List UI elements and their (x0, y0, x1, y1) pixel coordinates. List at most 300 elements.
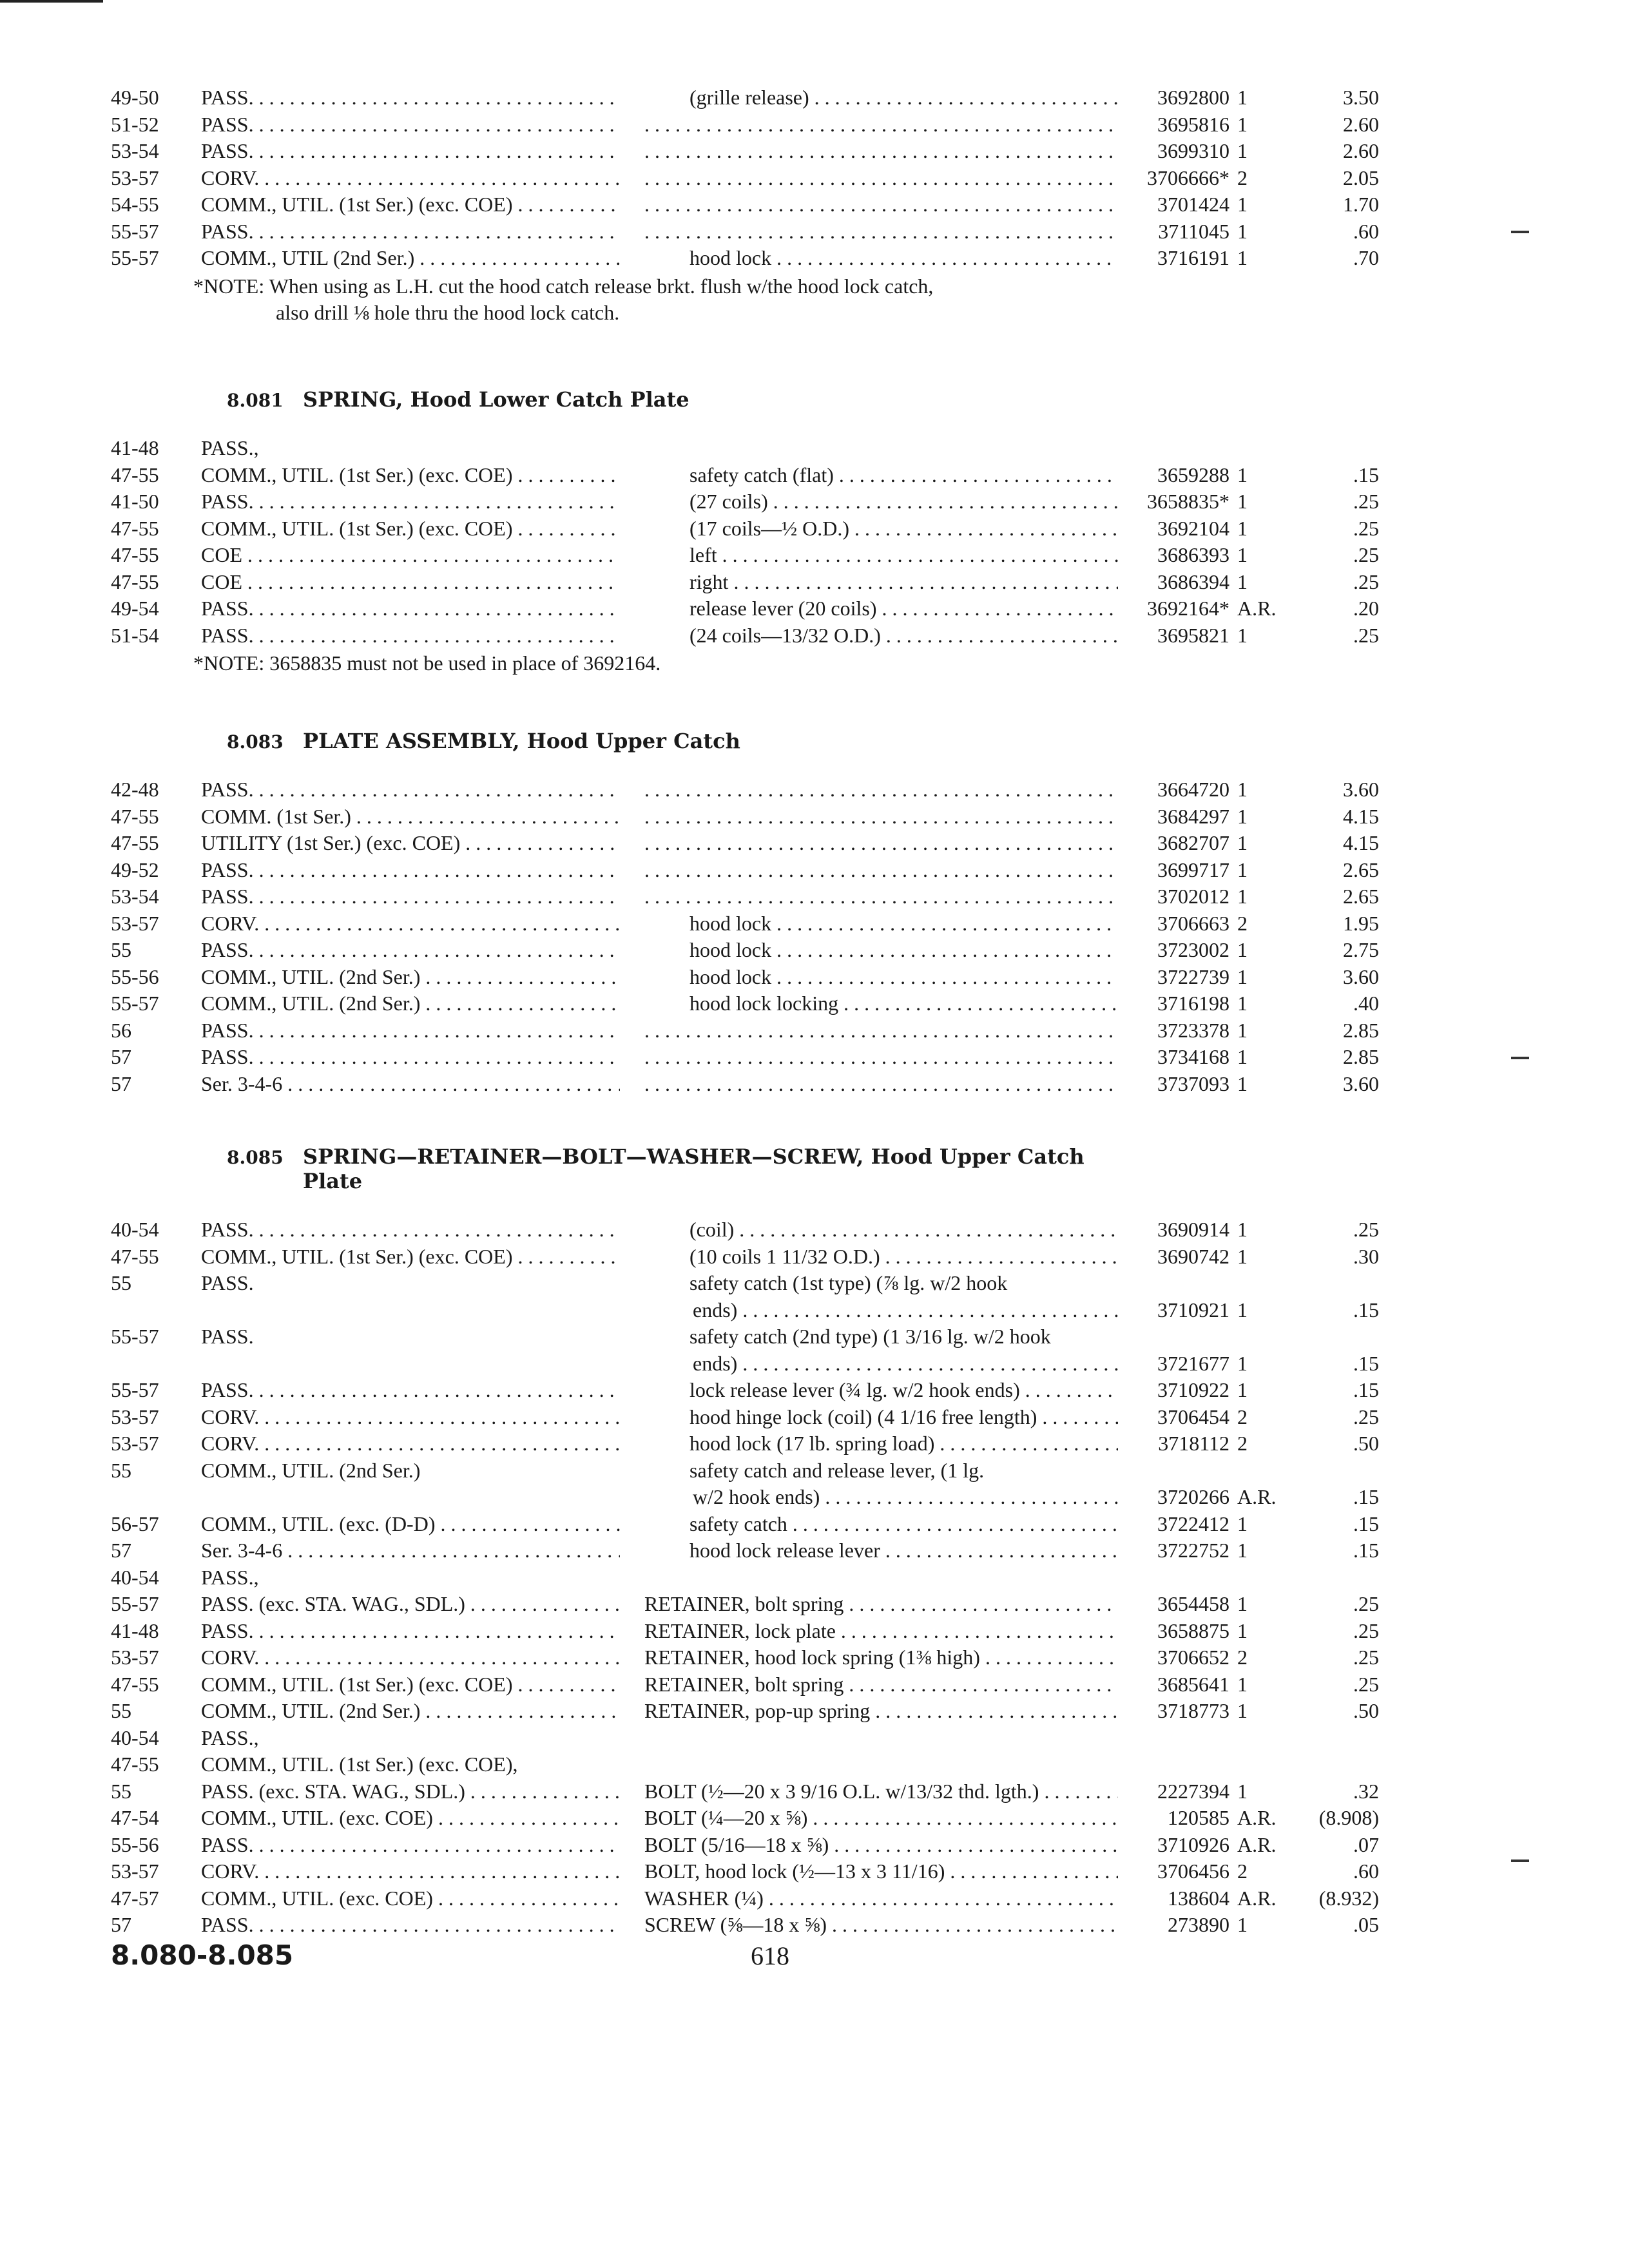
parts-row (0, 1216, 1629, 1243)
part-number: 3706652 (1157, 1646, 1229, 1669)
year-range: 47-54 (111, 1806, 159, 1829)
price: 2.60 (1343, 139, 1379, 162)
year-range: 57 (111, 1045, 131, 1068)
quantity: 1 (1237, 623, 1248, 647)
part-number: 120585 (1168, 1806, 1229, 1829)
section-title (227, 728, 740, 755)
part-number: 3686393 (1157, 543, 1229, 566)
part-number: 3654458 (1157, 1592, 1229, 1615)
model: COE . . . (201, 541, 620, 568)
price: 4.15 (1343, 831, 1379, 854)
parts-row (0, 803, 1629, 830)
section-heading: SPRING—RETAINER—BOLT—WASHER—SCREW, Hood Upper Catch (303, 1144, 1084, 1169)
footer-page-number: 618 (751, 1941, 789, 1970)
quantity: 1 (1237, 193, 1248, 216)
part-number: 3695821 (1157, 623, 1229, 647)
description (644, 829, 1118, 856)
price: .50 (1353, 1699, 1379, 1722)
part-number: 3658835* (1147, 490, 1229, 513)
part-number: 3706663 (1157, 911, 1229, 935)
model: PASS. . . . (201, 488, 620, 515)
price: .20 (1353, 597, 1379, 620)
parts-row (0, 1510, 1629, 1537)
description (644, 1070, 1118, 1097)
model: COMM., UTIL. (1st Ser.) (exc. COE) . . . (201, 461, 620, 488)
part-number: 3682707 (1157, 831, 1229, 854)
quantity: A.R. (1237, 1832, 1277, 1856)
quantity: 1 (1237, 1539, 1248, 1562)
parts-row (0, 622, 1629, 649)
year-range: 55-56 (111, 1832, 159, 1856)
parts-row (0, 1671, 1629, 1698)
price: .25 (1353, 1619, 1379, 1642)
price: (8.908) (1318, 1806, 1379, 1829)
part-number: 3706456 (1157, 1860, 1229, 1883)
price: .15 (1353, 1298, 1379, 1321)
quantity: 1 (1237, 778, 1248, 801)
part-number: 3711045 (1158, 219, 1229, 243)
quantity: 1 (1237, 246, 1248, 269)
parts-row (0, 776, 1629, 803)
quantity: 2 (1237, 1432, 1248, 1455)
part-number: 3723002 (1157, 938, 1229, 961)
parts-row (0, 1457, 1629, 1484)
footnote: *NOTE: 3658835 must not be used in place of 3692164. (193, 651, 661, 675)
model: COMM., UTIL. (1st Ser.) (exc. COE) . . . (201, 191, 620, 218)
quantity: 1 (1237, 1298, 1248, 1321)
year-range: 55-57 (111, 992, 159, 1015)
part-number: 3716191 (1157, 246, 1229, 269)
year-range: 47-55 (111, 831, 159, 854)
description (644, 218, 1118, 245)
year-range: 49-50 (111, 86, 159, 109)
description: RETAINER, bolt spring . . . (644, 1671, 1118, 1698)
price: .25 (1353, 490, 1379, 513)
parts-row (0, 1751, 1629, 1778)
parts-row (0, 434, 1629, 461)
parts-row (0, 164, 1629, 191)
parts-row (0, 963, 1629, 990)
description: hood lock . . . (689, 244, 1118, 271)
year-range: 56-57 (111, 1512, 159, 1535)
description (644, 883, 1118, 910)
footnote: also drill ⅛ hole thru the hood lock catch. (276, 301, 620, 324)
model: PASS., (201, 1565, 259, 1589)
quantity: 1 (1237, 1218, 1248, 1241)
quantity: 1 (1237, 86, 1248, 109)
parts-row (0, 1269, 1629, 1296)
part-number: 3684297 (1157, 804, 1229, 828)
parts-row (0, 137, 1629, 164)
price: .25 (1353, 1672, 1379, 1696)
price: 2.75 (1343, 938, 1379, 961)
price: .32 (1353, 1779, 1379, 1803)
quantity: A.R. (1237, 1485, 1277, 1508)
price: 2.85 (1343, 1018, 1379, 1042)
description: hood lock . . . (689, 910, 1118, 937)
model: UTILITY (1st Ser.) (exc. COE) . . . (201, 829, 620, 856)
year-range: 47-57 (111, 1886, 159, 1910)
part-number: 3690914 (1157, 1218, 1229, 1241)
description: SCREW (⅝—18 x ⅝) . . . (644, 1911, 1118, 1938)
price: .15 (1353, 1512, 1379, 1535)
price: 3.60 (1343, 778, 1379, 801)
year-range: 40-54 (111, 1218, 159, 1241)
model: CORV. . . . (201, 1430, 620, 1457)
model: PASS. . . . (201, 84, 620, 111)
part-number: 3723378 (1157, 1018, 1229, 1042)
parts-row (0, 1070, 1629, 1097)
year-range: 55 (111, 1458, 131, 1482)
parts-row (0, 461, 1629, 488)
quantity: 1 (1237, 570, 1248, 593)
parts-row (0, 1350, 1629, 1377)
model: PASS. . . . (201, 936, 620, 963)
quantity: 1 (1237, 463, 1248, 486)
part-number: 3702012 (1157, 885, 1229, 908)
model: COMM., UTIL. (1st Ser.) (exc. COE) . . . (201, 515, 620, 542)
description: WASHER (¼) . . . (644, 1885, 1118, 1912)
quantity: 1 (1237, 490, 1248, 513)
quantity: 1 (1237, 1619, 1248, 1642)
parts-row (0, 218, 1629, 245)
model: PASS., (201, 1725, 259, 1749)
parts-row (0, 191, 1629, 218)
year-range: 47-55 (111, 804, 159, 828)
parts-row (0, 1376, 1629, 1403)
year-range: 41-48 (111, 436, 159, 459)
year-range: 40-54 (111, 1725, 159, 1749)
year-range: 53-57 (111, 1646, 159, 1669)
parts-row (0, 1885, 1629, 1912)
year-range: 53-54 (111, 139, 159, 162)
model: PASS. . . . (201, 218, 620, 245)
part-number: 3692164* (1147, 597, 1229, 620)
model: PASS. . . . (201, 1617, 620, 1644)
price: 2.65 (1343, 885, 1379, 908)
part-number: 3722752 (1157, 1539, 1229, 1562)
model: Ser. 3-4-6 . . . (201, 1070, 620, 1097)
parts-row (0, 990, 1629, 1017)
description: hood lock release lever . . . (689, 1537, 1118, 1564)
parts-row (0, 1483, 1629, 1510)
part-number: 3686394 (1157, 570, 1229, 593)
model: PASS. (201, 1325, 254, 1348)
description: BOLT, hood lock (½—13 x 3 11/16) . . . (644, 1858, 1118, 1885)
quantity: 1 (1237, 804, 1248, 828)
quantity: 1 (1237, 992, 1248, 1015)
year-range: 55 (111, 1271, 131, 1294)
price: .15 (1353, 1539, 1379, 1562)
model: Ser. 3-4-6 . . . (201, 1537, 620, 1564)
price: .60 (1353, 219, 1379, 243)
parts-row (0, 1697, 1629, 1724)
part-number: 3699717 (1157, 858, 1229, 881)
model: COMM., UTIL. (1st Ser.) (exc. COE), (201, 1753, 518, 1776)
model: PASS. (exc. STA. WAG., SDL.) . . . (201, 1778, 620, 1805)
price: .25 (1353, 623, 1379, 647)
year-range: 57 (111, 1072, 131, 1095)
quantity: 1 (1237, 139, 1248, 162)
parts-row (0, 1831, 1629, 1858)
model: PASS. . . . (201, 111, 620, 138)
section-heading: PLATE ASSEMBLY, Hood Upper Catch (303, 729, 740, 753)
quantity: 1 (1237, 1779, 1248, 1803)
description: ends) . . . (693, 1350, 1118, 1377)
parts-row (0, 1403, 1629, 1430)
model: CORV. . . . (201, 1644, 620, 1671)
description (644, 1017, 1118, 1044)
description: RETAINER, bolt spring . . . (644, 1590, 1118, 1617)
quantity: 1 (1237, 885, 1248, 908)
quantity: 1 (1237, 543, 1248, 566)
year-range: 53-57 (111, 911, 159, 935)
year-range: 42-48 (111, 778, 159, 801)
year-range: 49-54 (111, 597, 159, 620)
year-range: 55-57 (111, 1592, 159, 1615)
description: safety catch . . . (689, 1510, 1118, 1537)
quantity: 1 (1237, 1592, 1248, 1615)
description: safety catch (1st type) (⅞ lg. w/2 hook (689, 1271, 1008, 1294)
year-range: 47-55 (111, 463, 159, 486)
parts-row (0, 1296, 1629, 1323)
quantity: 2 (1237, 1646, 1248, 1669)
parts-row (0, 1778, 1629, 1805)
price: .25 (1353, 570, 1379, 593)
parts-row (0, 910, 1629, 937)
year-range: 47-55 (111, 1244, 159, 1268)
parts-row (0, 1564, 1629, 1591)
quantity: 1 (1237, 938, 1248, 961)
year-range: 54-55 (111, 193, 159, 216)
quantity: A.R. (1237, 1886, 1277, 1910)
description: hood lock locking . . . (689, 990, 1118, 1017)
part-number: 3720266 (1157, 1485, 1229, 1508)
year-range: 53-57 (111, 1860, 159, 1883)
description: safety catch (2nd type) (1 3/16 lg. w/2 hook (689, 1325, 1051, 1348)
parts-row (0, 829, 1629, 856)
model: PASS. (exc. STA. WAG., SDL.) . . . (201, 1590, 620, 1617)
model: COMM., UTIL. (exc. COE) . . . (201, 1804, 620, 1831)
price: .70 (1353, 246, 1379, 269)
quantity: 1 (1237, 112, 1248, 136)
section-title (227, 1144, 1084, 1171)
year-range: 55 (111, 938, 131, 961)
price: .40 (1353, 992, 1379, 1015)
price: 2.60 (1343, 112, 1379, 136)
price: 1.70 (1343, 193, 1379, 216)
description: RETAINER, hood lock spring (1⅜ high) . . . (644, 1644, 1118, 1671)
part-number: 3718773 (1157, 1699, 1229, 1722)
model: PASS. . . . (201, 1017, 620, 1044)
parts-row (0, 541, 1629, 568)
parts-row (0, 515, 1629, 542)
part-number: 3685641 (1157, 1672, 1229, 1696)
year-range: 55 (111, 1699, 131, 1722)
year-range: 57 (111, 1539, 131, 1562)
model: CORV. . . . (201, 910, 620, 937)
section-title-continued: Plate (303, 1169, 363, 1193)
part-number: 3706454 (1157, 1405, 1229, 1428)
price: 3.50 (1343, 86, 1379, 109)
price: 2.85 (1343, 1045, 1379, 1068)
quantity: 1 (1237, 831, 1248, 854)
model: COMM., UTIL. (2nd Ser.) (201, 1458, 421, 1482)
price: 2.05 (1343, 166, 1379, 189)
model: PASS. . . . (201, 776, 620, 803)
description: RETAINER, pop-up spring . . . (644, 1697, 1118, 1724)
part-number: 273890 (1168, 1913, 1229, 1936)
model: PASS. . . . (201, 1831, 620, 1858)
description: RETAINER, lock plate . . . (644, 1617, 1118, 1644)
parts-row (0, 883, 1629, 910)
part-number: 3737093 (1157, 1072, 1229, 1095)
model: PASS., (201, 436, 259, 459)
price: .50 (1353, 1432, 1379, 1455)
part-number: 3701424 (1157, 193, 1229, 216)
model: COMM., UTIL. (2nd Ser.) . . . (201, 1697, 620, 1724)
year-range: 47-55 (111, 1672, 159, 1696)
parts-row (0, 936, 1629, 963)
description: ends) . . . (693, 1296, 1118, 1323)
part-number: 3692104 (1157, 516, 1229, 540)
quantity: 1 (1237, 1699, 1248, 1722)
quantity: 1 (1237, 219, 1248, 243)
quantity: A.R. (1237, 597, 1277, 620)
quantity: 1 (1237, 1072, 1248, 1095)
quantity: 2 (1237, 166, 1248, 189)
price: 3.60 (1343, 1072, 1379, 1095)
price: .30 (1353, 1244, 1379, 1268)
model: COMM., UTIL. (exc. (D-D) . . . (201, 1510, 620, 1537)
parts-row (0, 84, 1629, 111)
model: COMM., UTIL. (1st Ser.) (exc. COE) . . . (201, 1243, 620, 1270)
parts-row (0, 1858, 1629, 1885)
description: release lever (20 coils) . . . (689, 595, 1118, 622)
part-number: 3722412 (1157, 1512, 1229, 1535)
part-number: 3692800 (1157, 86, 1229, 109)
parts-row (0, 1243, 1629, 1270)
section-number: 8.081 (227, 390, 284, 411)
year-range: 51-54 (111, 623, 159, 647)
model: COMM., UTIL. (1st Ser.) (exc. COE) . . . (201, 1671, 620, 1698)
model: COE . . . (201, 568, 620, 595)
description (644, 137, 1118, 164)
model: PASS. . . . (201, 856, 620, 883)
price: .25 (1353, 1405, 1379, 1428)
year-range: 49-52 (111, 858, 159, 881)
model: COMM., UTIL (2nd Ser.) . . . (201, 244, 620, 271)
description: hood lock . . . (689, 963, 1118, 990)
description: lock release lever (¾ lg. w/2 hook ends) . . . (689, 1376, 1118, 1403)
quantity: 1 (1237, 1378, 1248, 1401)
description: hood hinge lock (coil) (4 1/16 free length) . . . (689, 1403, 1118, 1430)
description: BOLT (5/16—18 x ⅝) . . . (644, 1831, 1118, 1858)
year-range: 53-57 (111, 166, 159, 189)
parts-row (0, 595, 1629, 622)
model: PASS. . . . (201, 1911, 620, 1938)
parts-row (0, 1537, 1629, 1564)
part-number: 3710926 (1157, 1832, 1229, 1856)
price: .25 (1353, 1592, 1379, 1615)
year-range: 55-57 (111, 1325, 159, 1348)
description (644, 111, 1118, 138)
quantity: 1 (1237, 1045, 1248, 1068)
description (644, 776, 1118, 803)
parts-row (0, 1644, 1629, 1671)
parts-row (0, 1911, 1629, 1938)
description (644, 803, 1118, 830)
price: .25 (1353, 516, 1379, 540)
quantity: 1 (1237, 516, 1248, 540)
parts-row (0, 1804, 1629, 1831)
description: (10 coils 1 11/32 O.D.) . . . (689, 1243, 1118, 1270)
parts-row (0, 1430, 1629, 1457)
year-range: 55-56 (111, 965, 159, 988)
model: CORV. . . . (201, 164, 620, 191)
quantity: 1 (1237, 1018, 1248, 1042)
model: PASS. . . . (201, 1043, 620, 1070)
model: PASS. . . . (201, 622, 620, 649)
model: CORV. . . . (201, 1403, 620, 1430)
price: 1.95 (1343, 911, 1379, 935)
part-number: 3721677 (1157, 1351, 1229, 1375)
price: 3.60 (1343, 965, 1379, 988)
section-heading: SPRING, Hood Lower Catch Plate (303, 387, 689, 412)
part-number: 3706666* (1147, 166, 1229, 189)
year-range: 55 (111, 1779, 131, 1803)
model: PASS. . . . (201, 595, 620, 622)
parts-row (0, 1043, 1629, 1070)
model: PASS. . . . (201, 883, 620, 910)
year-range: 53-57 (111, 1405, 159, 1428)
parts-row (0, 488, 1629, 515)
model: PASS. (201, 1271, 254, 1294)
model: PASS. . . . (201, 1216, 620, 1243)
price: 4.15 (1343, 804, 1379, 828)
year-range: 47-55 (111, 516, 159, 540)
year-range: 41-50 (111, 490, 159, 513)
year-range: 47-55 (111, 570, 159, 593)
quantity: 2 (1237, 911, 1248, 935)
year-range: 57 (111, 1913, 131, 1936)
description: (24 coils—13/32 O.D.) . . . (689, 622, 1118, 649)
footer-section-range: 8.080-8.085 (111, 1939, 294, 1971)
year-range: 47-55 (111, 1753, 159, 1776)
model: PASS. . . . (201, 137, 620, 164)
quantity: 1 (1237, 1351, 1248, 1375)
price: (8.932) (1318, 1886, 1379, 1910)
year-range: 47-55 (111, 543, 159, 566)
model: COMM. (1st Ser.) . . . (201, 803, 620, 830)
section-number: 8.083 (227, 731, 284, 753)
description: (27 coils) . . . (689, 488, 1118, 515)
price: .25 (1353, 1646, 1379, 1669)
description: (coil) . . . (689, 1216, 1118, 1243)
part-number: 2227394 (1157, 1779, 1229, 1803)
parts-row (0, 1017, 1629, 1044)
description: left . . . (689, 541, 1118, 568)
quantity: 1 (1237, 965, 1248, 988)
quantity: 1 (1237, 858, 1248, 881)
part-number: 3658875 (1157, 1619, 1229, 1642)
part-number: 3664720 (1157, 778, 1229, 801)
description: BOLT (½—20 x 3 9/16 O.L. w/13/32 thd. lgth.) . . . (644, 1778, 1118, 1805)
quantity: 1 (1237, 1913, 1248, 1936)
price: .15 (1353, 1351, 1379, 1375)
year-range: 55-57 (111, 219, 159, 243)
parts-row (0, 1724, 1629, 1751)
